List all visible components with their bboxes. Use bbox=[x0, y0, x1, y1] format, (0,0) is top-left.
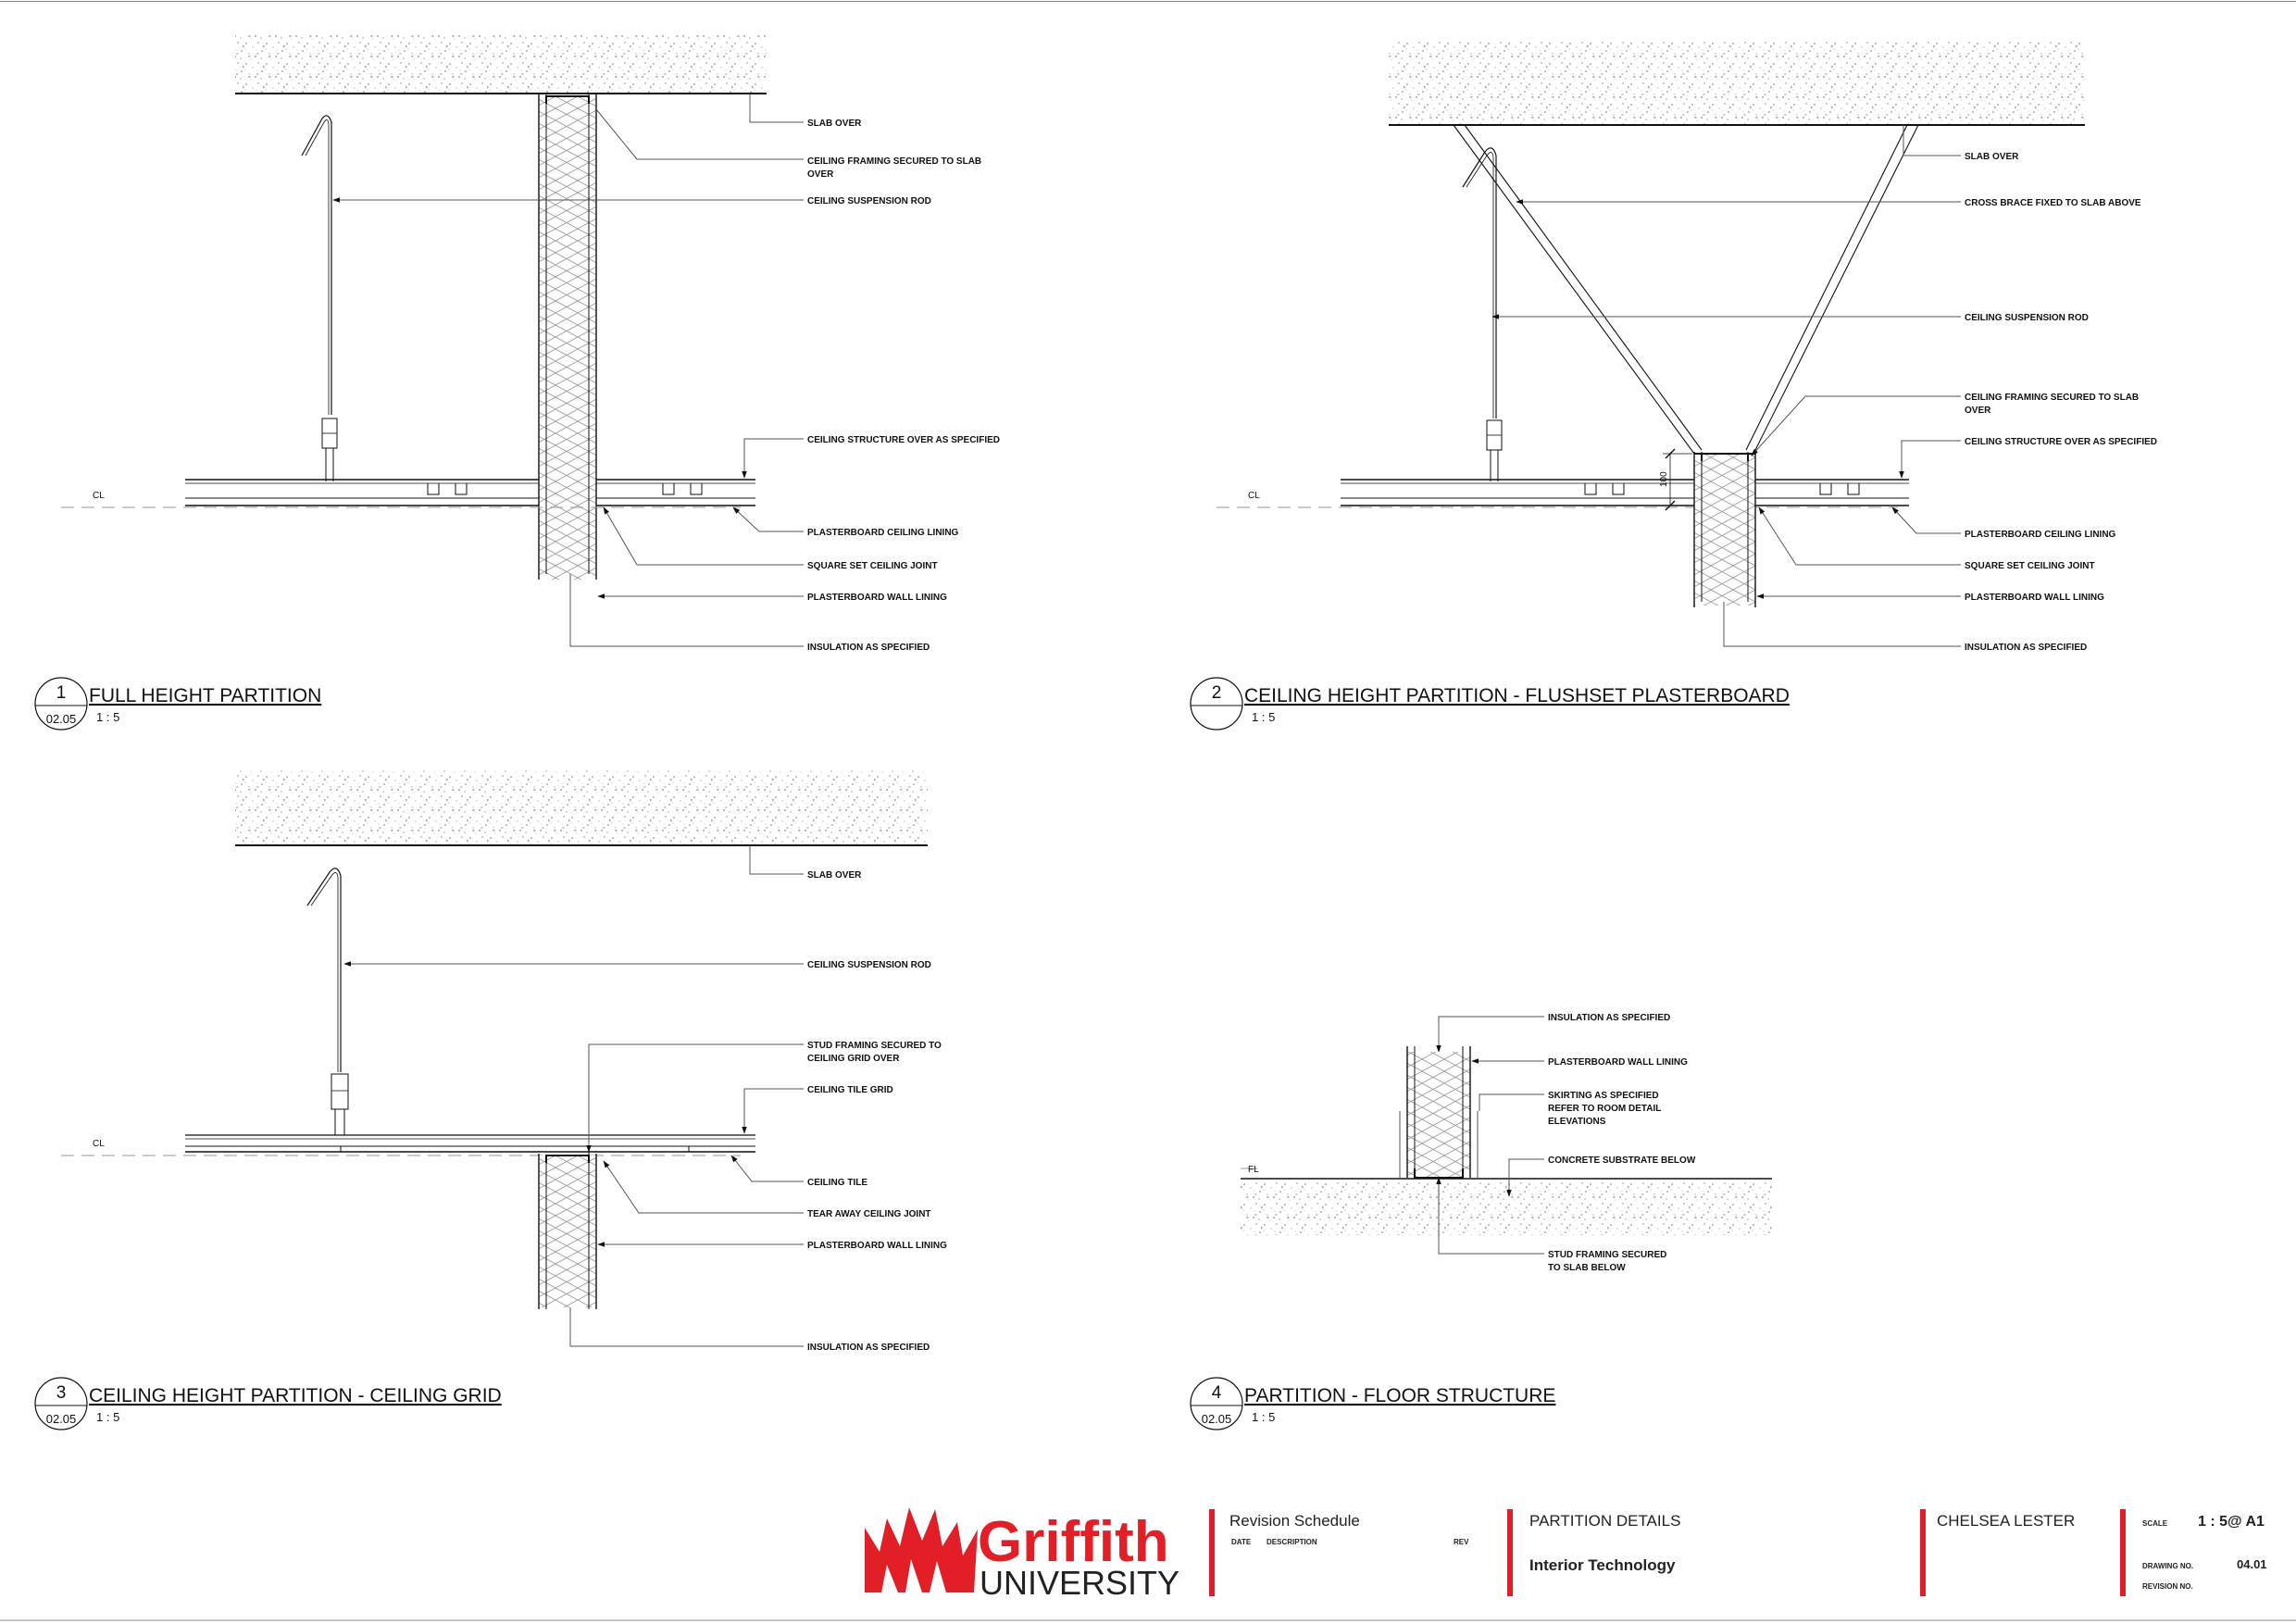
detail-1-reference-bubble bbox=[35, 678, 87, 730]
drawing-no: 04.01 bbox=[2237, 1557, 2267, 1571]
detail-3-label-wall-lining: PLASTERBOARD WALL LINING bbox=[807, 1241, 947, 1251]
detail-2-ceiling-height-partition-flushset bbox=[1191, 41, 2157, 730]
detail-3-label-slab-over: SLAB OVER bbox=[807, 870, 862, 881]
detail-4-label-concrete-substrate: CONCRETE SUBSTRATE BELOW bbox=[1548, 1156, 1696, 1166]
title-block bbox=[865, 1507, 2267, 1602]
revision-no-label: REVISION NO. bbox=[2142, 1582, 2193, 1591]
detail-2-scale: 1 : 5 bbox=[1252, 710, 1276, 724]
detail-1-label-ceiling-structure: CEILING STRUCTURE OVER AS SPECIFIED bbox=[807, 435, 1000, 445]
scale-label: SCALE bbox=[2142, 1519, 2168, 1528]
detail-1-ceiling-level-label: CL bbox=[93, 491, 105, 501]
detail-4-reference-bubble bbox=[1191, 1378, 1242, 1430]
revision-col-description: DESCRIPTION bbox=[1267, 1538, 1317, 1546]
detail-4-label-insulation: INSULATION AS SPECIFIED bbox=[1548, 1013, 1671, 1023]
detail-2-label-insulation: INSULATION AS SPECIFIED bbox=[1965, 643, 2088, 653]
detail-3-label-stud-framing-2: CEILING GRID OVER bbox=[807, 1054, 900, 1064]
detail-1-scale: 1 : 5 bbox=[96, 710, 120, 724]
detail-4-label-wall-lining: PLASTERBOARD WALL LINING bbox=[1548, 1057, 1688, 1068]
author-name: CHELSEA LESTER bbox=[1937, 1512, 2076, 1530]
detail-2-label-ceiling-framing-2: OVER bbox=[1965, 406, 1991, 416]
detail-1-title: FULL HEIGHT PARTITION bbox=[89, 685, 322, 706]
detail-4-label-skirting: SKIRTING AS SPECIFIED bbox=[1548, 1091, 1659, 1101]
detail-3-label-tile-grid: CEILING TILE GRID bbox=[807, 1085, 893, 1095]
detail-3-ceiling-level-label: CL bbox=[93, 1139, 105, 1149]
griffith-university-logo bbox=[865, 1507, 1179, 1602]
scale-value: 1 : 5@ A1 bbox=[2198, 1514, 2265, 1530]
detail-2-number: 2 bbox=[1211, 683, 1222, 703]
detail-2-label-suspension-rod: CEILING SUSPENSION ROD bbox=[1965, 313, 2089, 323]
detail-1-full-height-partition bbox=[35, 35, 1000, 730]
detail-4-floor-level-label: FL bbox=[1248, 1165, 1259, 1175]
detail-3-ceiling-height-partition-grid bbox=[35, 770, 947, 1430]
detail-2-label-ceiling-framing: CEILING FRAMING SECURED TO SLAB bbox=[1965, 393, 2140, 403]
course-name: Interior Technology bbox=[1529, 1556, 1676, 1574]
detail-4-label-stud-framing-2: TO SLAB BELOW bbox=[1548, 1263, 1626, 1273]
detail-2-label-ceiling-lining: PLASTERBOARD CEILING LINING bbox=[1965, 530, 2116, 540]
detail-3-title: CEILING HEIGHT PARTITION - CEILING GRID bbox=[89, 1385, 502, 1406]
detail-1-label-slab-over: SLAB OVER bbox=[807, 119, 862, 129]
detail-1-label-ceiling-lining: PLASTERBOARD CEILING LINING bbox=[807, 528, 959, 538]
revision-col-date: DATE bbox=[1231, 1538, 1252, 1546]
detail-1-label-insulation: INSULATION AS SPECIFIED bbox=[807, 643, 930, 653]
detail-2-ceiling-level-label: CL bbox=[1248, 491, 1260, 501]
revision-col-rev: REV bbox=[1454, 1538, 1469, 1546]
logo-name: Griffith bbox=[978, 1510, 1169, 1574]
detail-3-number: 3 bbox=[56, 1383, 67, 1403]
detail-1-label-suspension-rod: CEILING SUSPENSION ROD bbox=[807, 196, 931, 206]
detail-3-reference-bubble bbox=[35, 1378, 87, 1430]
detail-3-ref: 02.05 bbox=[45, 1412, 77, 1426]
detail-3-label-tear-away-joint: TEAR AWAY CEILING JOINT bbox=[807, 1209, 931, 1219]
drawing-title: PARTITION DETAILS bbox=[1529, 1512, 1681, 1530]
detail-2-title: CEILING HEIGHT PARTITION - FLUSHSET PLASTERBOARD bbox=[1244, 685, 1790, 706]
revision-schedule-heading: Revision Schedule bbox=[1229, 1512, 1360, 1530]
detail-2-label-cross-brace: CROSS BRACE FIXED TO SLAB ABOVE bbox=[1965, 198, 2141, 208]
detail-4-title: PARTITION - FLOOR STRUCTURE bbox=[1244, 1385, 1556, 1406]
detail-4-scale: 1 : 5 bbox=[1252, 1410, 1276, 1424]
detail-3-label-ceiling-tile: CEILING TILE bbox=[807, 1178, 867, 1188]
detail-4-label-skirting-2: REFER TO ROOM DETAIL bbox=[1548, 1104, 1662, 1114]
logo-subtitle: UNIVERSITY bbox=[980, 1564, 1180, 1602]
detail-3-label-insulation: INSULATION AS SPECIFIED bbox=[807, 1343, 930, 1353]
detail-4-label-skirting-3: ELEVATIONS bbox=[1548, 1117, 1606, 1127]
detail-2-reference-bubble bbox=[1191, 678, 1242, 730]
detail-4-ref: 02.05 bbox=[1201, 1412, 1232, 1426]
detail-3-scale: 1 : 5 bbox=[96, 1410, 120, 1424]
detail-1-label-ceiling-framing: CEILING FRAMING SECURED TO SLAB bbox=[807, 156, 982, 167]
detail-4-number: 4 bbox=[1211, 1383, 1222, 1403]
detail-1-ref: 02.05 bbox=[45, 712, 77, 726]
detail-2-dimension: 100 bbox=[1659, 471, 1669, 487]
detail-4-partition-floor-structure bbox=[1191, 1013, 1772, 1430]
detail-1-label-ceiling-joint: SQUARE SET CEILING JOINT bbox=[807, 561, 938, 571]
detail-1-label-wall-lining: PLASTERBOARD WALL LINING bbox=[807, 593, 947, 603]
detail-2-label-slab-over: SLAB OVER bbox=[1965, 152, 2019, 162]
detail-1-number: 1 bbox=[56, 683, 67, 703]
detail-3-label-stud-framing: STUD FRAMING SECURED TO bbox=[807, 1041, 942, 1051]
detail-2-label-ceiling-structure: CEILING STRUCTURE OVER AS SPECIFIED bbox=[1965, 437, 2157, 447]
detail-2-label-wall-lining: PLASTERBOARD WALL LINING bbox=[1965, 593, 2104, 603]
detail-4-label-stud-framing: STUD FRAMING SECURED bbox=[1548, 1250, 1667, 1260]
drawing-no-label: DRAWING NO. bbox=[2142, 1562, 2194, 1570]
detail-1-label-ceiling-framing-2: OVER bbox=[807, 169, 834, 180]
detail-3-label-suspension-rod: CEILING SUSPENSION ROD bbox=[807, 960, 931, 970]
detail-2-label-ceiling-joint: SQUARE SET CEILING JOINT bbox=[1965, 561, 2095, 571]
